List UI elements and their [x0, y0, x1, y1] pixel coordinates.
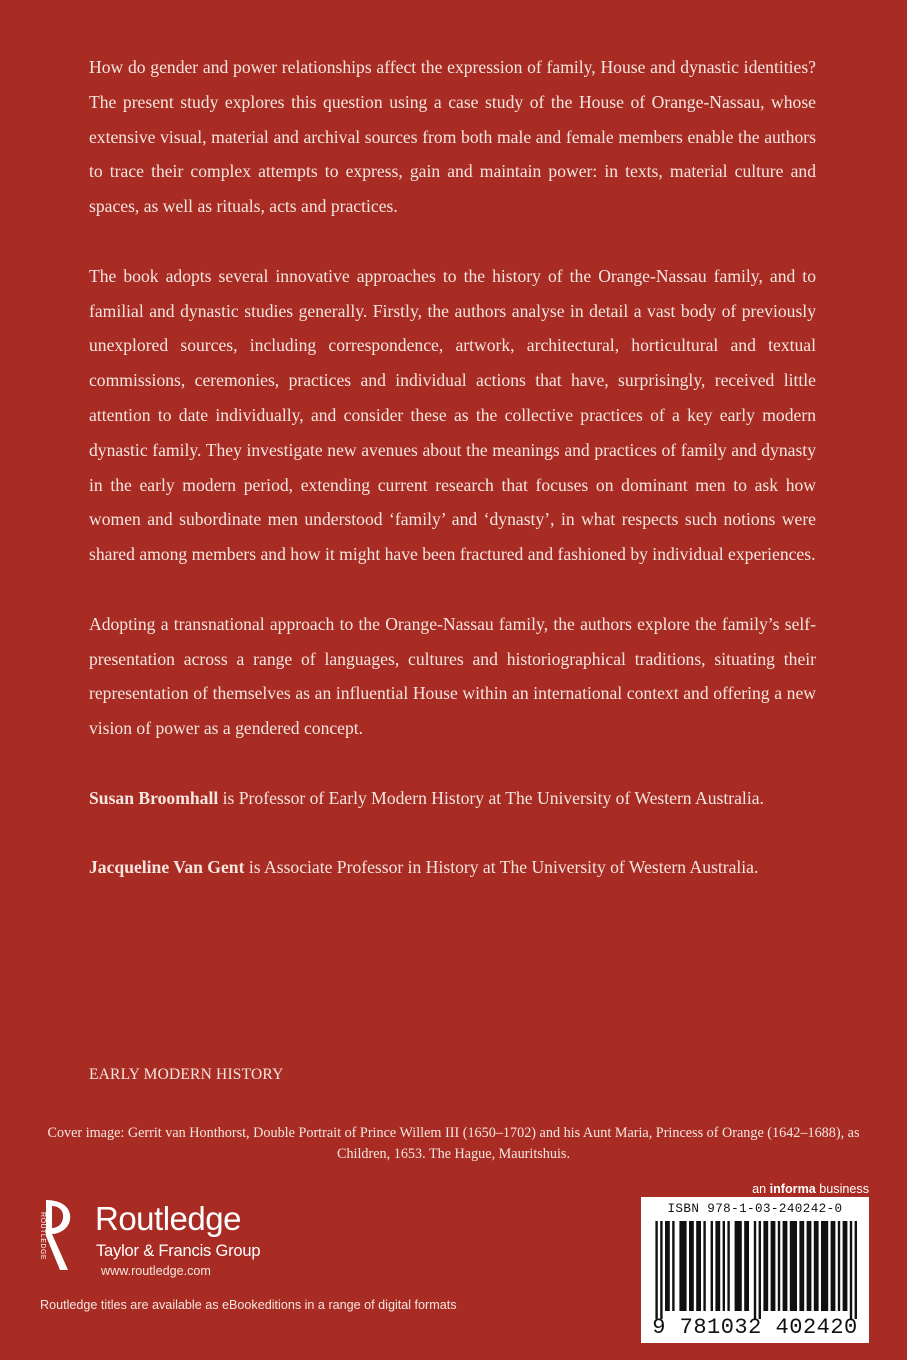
ebook-formats-note: Routledge titles are available as eBookeditions in a range of digital formats: [40, 1298, 457, 1312]
routledge-logo: [38, 1198, 298, 1288]
barcode-bars-icon: [653, 1221, 859, 1319]
author-bio-text-2: is Associate Professor in History at The University of Western Australia.: [244, 856, 759, 877]
publisher-url[interactable]: www.routledge.com: [101, 1264, 211, 1278]
author-name-1: Susan Broomhall: [89, 787, 219, 808]
author-bio-1: [89, 781, 816, 816]
logo-vertical-text: ROUTLEDGE: [39, 1212, 46, 1261]
blurb-paragraph-1: How do gender and power relationships affect the expression of family, House and dynastic identities? The present study explores this question using a case study of the House of Orange-Nassau, whose extensive visual, material and archival sources from both male and female members enable the authors to trace their complex attempts to express, gain and maintain power: in texts, material culture and spaces, as well as rituals, acts and practices.: [89, 57, 816, 217]
author-bio-2: [89, 850, 816, 885]
publisher-group: Taylor & Francis Group: [96, 1242, 261, 1260]
blurb-paragraph-3: Adopting a transnational approach to the Orange-Nassau family, the authors explore the family’s self-presentation across a range of languages, cultures and historiographical traditions, situating their representation of themselves as an influential House within an international context and offering a new vision of power as a gendered concept.: [89, 613, 816, 739]
author-name-2: Jacqueline Van Gent: [89, 856, 245, 877]
isbn-barcode: [641, 1197, 869, 1343]
cover-image-credit: Cover image: Gerrit van Honthorst, Double Portrait of Prince Willem III (1650–1702) and his Aunt Maria, Princess of Orange (1642–1688), as Children, 1653. The Hague, Mauritshuis.: [47, 1125, 860, 1162]
series-label: EARLY MODERN HISTORY: [89, 1066, 284, 1083]
author-bio-text-1: is Professor of Early Modern History at The University of Western Australia.: [218, 787, 764, 808]
publisher-name: Routledge: [95, 1200, 241, 1237]
blurb-paragraph-2: The book adopts several innovative approaches to the history of the Orange-Nassau family, and to familial and dynastic studies generally. Firstly, the authors analyse in detail a vast body of previously unexplored sources, including correspondence, artwork, architectural, horticultural and textual commissions, ceremonies, practices and individual actions that have, surprisingly, received little attention to date individually, and consider these as the collective practices of a key early modern dynastic family. They investigate new avenues about the meanings and practices of family and dynasty in the early modern period, extending current research that focuses on dominant men to ask how women and subordinate men understood ‘family’ and ‘dynasty’, in what respects such notions were shared among members and how it might have been fractured and fashioned by individual experiences.: [89, 265, 816, 565]
ean-number: 9 781032 402420: [652, 1315, 858, 1340]
informa-brand: informa: [769, 1182, 816, 1196]
routledge-r-logo-icon: [38, 1198, 78, 1272]
isbn-label: ISBN 978-1-03-240242-0: [667, 1202, 843, 1216]
informa-business-label: an informa business: [752, 1182, 869, 1196]
blurb-text: [89, 50, 816, 884]
